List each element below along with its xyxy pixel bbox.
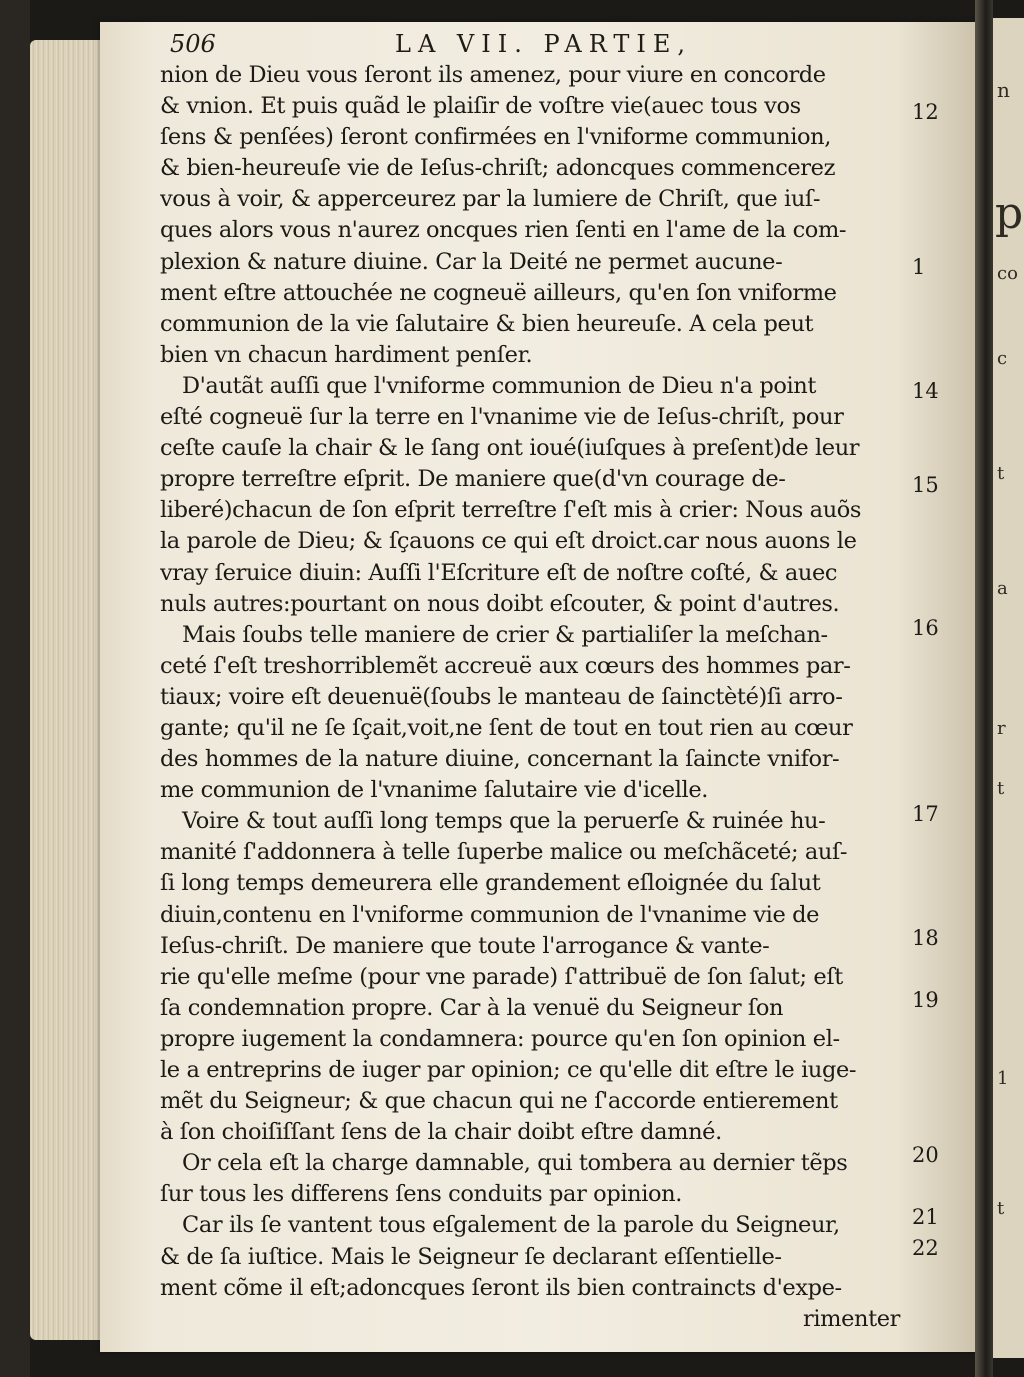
- verse-number: 22: [912, 1236, 939, 1260]
- text-line: diuin,contenu en l'vniforme communion de l'vnanime vie de: [160, 901, 820, 928]
- verse-number: 1: [912, 255, 926, 279]
- text-line: & bien-heureuſe vie de Ieſus-chriſt; adoncques commencerez: [160, 155, 836, 182]
- verse-number: 16: [912, 616, 939, 640]
- text-line: ſa condemnation propre. Car à la venuë du Seigneur ſon: [160, 994, 784, 1021]
- text-line: & vnion. Et puis quãd le plaiſir de voſtre vie(auec tous vos: [160, 93, 801, 120]
- text-line: ceté ſ'eſt treshorriblemẽt accreuë aux cœurs des hommes par-: [160, 652, 851, 679]
- text-line: & de ſa iuſtice. Mais le Seigneur ſe declarant eſſentielle-: [160, 1243, 782, 1270]
- text-line: nuls autres:pourtant on nous doibt eſcouter, & point d'autres.: [160, 590, 840, 617]
- text-line: gante; qu'il ne ſe ſçait,voit,ne ſent de tout en tout rien au cœur: [160, 714, 853, 741]
- running-title: LA VII. PARTIE,: [395, 30, 693, 58]
- verse-number: 17: [912, 802, 939, 826]
- verse-number: 20: [912, 1143, 939, 1167]
- text-line: propre iugement la condamnera: pource qu'en ſon opinion el-: [160, 1025, 840, 1052]
- text-line: Or cela eſt la charge damnable, qui tombera au dernier tẽps: [182, 1150, 848, 1177]
- text-line: ment eſtre attouchée ne cogneuë ailleurs, qu'en ſon vniforme: [160, 279, 837, 306]
- verse-number: 14: [912, 379, 939, 403]
- text-line: ceſte cauſe la chair & le ſang ont ioué(iuſques à preſent)de leur: [160, 435, 860, 462]
- text-line: plexion & nature diuine. Car la Deité ne permet aucune-: [160, 248, 783, 275]
- verse-number: 15: [912, 473, 939, 497]
- text-line: le a entreprins de iuger par opinion; ce qu'elle dit eſtre le iuge-: [160, 1057, 857, 1083]
- text-line: Car ils ſe vantent tous eſgalement de la parole du Seigneur,: [182, 1212, 840, 1239]
- text-line: mẽt du Seigneur; & que chacun qui ne ſ'accorde entierement: [160, 1088, 838, 1115]
- text-line: manité ſ'addonnera à telle ſuperbe malice ou meſchãceté; auſ-: [160, 839, 848, 866]
- book-gutter: [975, 0, 993, 1377]
- verse-number: 19: [912, 988, 939, 1012]
- text-line: ques alors vous n'aurez oncques rien ſenti en l'ame de la com-: [160, 217, 847, 244]
- verse-number: 21: [912, 1205, 939, 1229]
- text-line: ſur tous les differens ſens conduits par opinion.: [160, 1181, 682, 1208]
- text-line: Mais ſoubs telle maniere de crier & partialiſer la meſchan-: [182, 621, 828, 648]
- text-line: vray ſeruice diuin: Auſſi l'Eſcriture eſt de noſtre coſté, & auec: [160, 559, 838, 586]
- catchword: rimenter: [802, 1305, 900, 1332]
- text-line: la parole de Dieu; & ſçauons ce qui eſt droict.car nous auons le: [160, 528, 857, 555]
- text-line: Ieſus-chriſt. De maniere que toute l'arrogance & vante-: [160, 932, 770, 959]
- text-line: vous à voir, & apperceurez par la lumiere de Chriſt, que iuſ-: [160, 186, 821, 213]
- text-line: propre terreſtre eſprit. De maniere que(d'vn courage de-: [160, 466, 786, 493]
- body-text: [160, 60, 920, 1335]
- text-line: des hommes de la nature diuine, concernant la ſaincte vnifor-: [160, 746, 840, 773]
- text-line: eſté cogneuë ſur la terre en l'vnanime vie de Ieſus-chriſt, pour: [160, 404, 844, 431]
- facing-page-strip: n p co c t a r t 1 t: [993, 18, 1024, 1358]
- page-number: 506: [170, 30, 216, 58]
- text-line: ſens & penſées) ſeront confirmées en l'vniforme communion,: [160, 124, 832, 151]
- text-line: liberé)chacun de ſon eſprit terreſtre ſ'eſt mis à crier: Nous auõs: [160, 497, 862, 524]
- verse-number: 18: [912, 926, 939, 950]
- text-line: tiaux; voire eſt deuenuë(ſoubs le manteau de ſainctèté)ſi arro-: [160, 683, 843, 710]
- text-line: ment cõme il eſt;adoncques ſeront ils bien contraincts d'expe-: [160, 1274, 842, 1301]
- text-line: communion de la vie ſalutaire & bien heureuſe. A cela peut: [160, 310, 814, 337]
- verse-number: 12: [912, 100, 939, 124]
- text-line: D'autãt auſſi que l'vniforme communion de Dieu n'a point: [182, 372, 817, 399]
- left-cover-shadow: [0, 0, 30, 1377]
- text-line: nion de Dieu vous ſeront ils amenez, pour viure en concorde: [160, 62, 826, 88]
- text-line: me communion de l'vnanime ſalutaire vie d'icelle.: [160, 777, 708, 804]
- text-line: rie qu'elle meſme (pour vne parade) ſ'attribuë de ſon ſalut; eſt: [160, 963, 843, 990]
- text-line: ſi long temps demeurera elle grandement eſloignée du ſalut: [160, 870, 821, 897]
- text-line: Voire & tout auſſi long temps que la peruerſe & ruinée hu-: [182, 808, 826, 835]
- text-line: à ſon choiſiſſant ſens de la chair doibt eſtre damné.: [160, 1119, 722, 1146]
- text-line: bien vn chacun hardiment penſer.: [160, 341, 533, 368]
